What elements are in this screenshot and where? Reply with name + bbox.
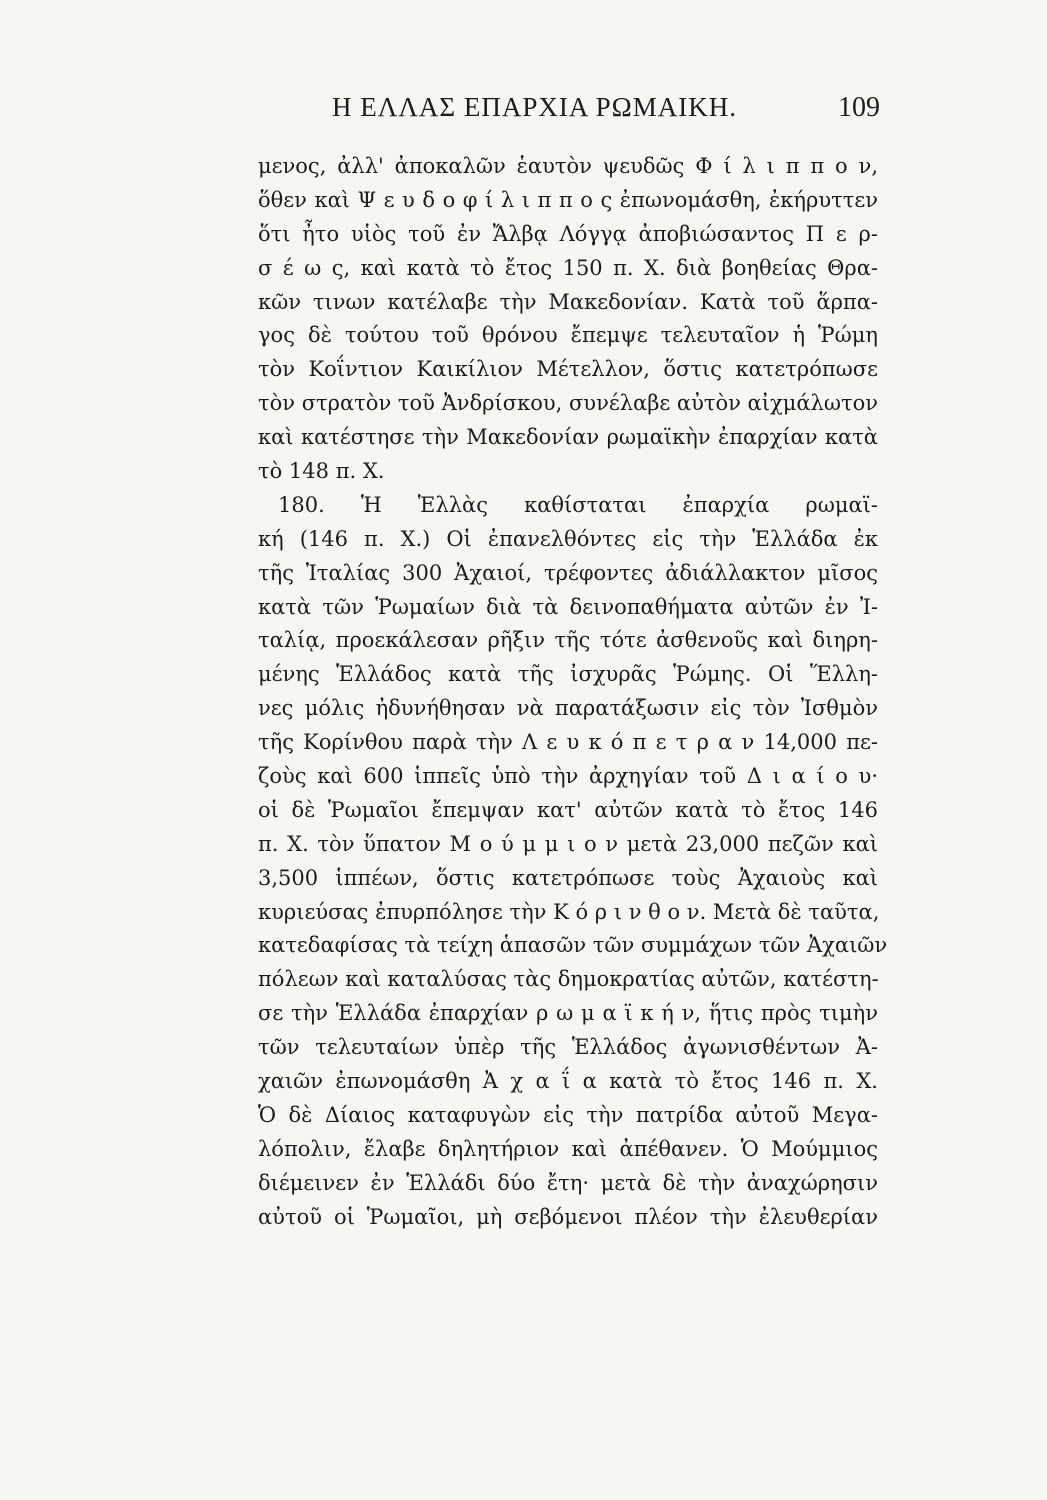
text-line: μένης Ἑλλάδος κατὰ τῆς ἰσχυρᾶς Ῥώμης. Οἱ Ἕλλη- [258, 662, 878, 687]
text-line: νες μόλις ἠδυνήθησαν νὰ παρατάξωσιν εἰς τὸν Ἰσθμὸν [258, 696, 878, 721]
text-line: οἱ δὲ Ῥωμαῖοι ἔπεμψαν κατ' αὐτῶν κατὰ τὸ ἔτος 146 [258, 797, 878, 822]
text-line: μενος, ἀλλ' ἀποκαλῶν ἑαυτὸν ψευδῶς Φ ί λ ι π π ο ν, [258, 154, 878, 178]
text-line: τῶν τελευταίων ὑπὲρ τῆς Ἑλλάδος ἀγωνισθέντων Ἀ- [258, 1035, 878, 1060]
page-number: 109 [838, 92, 880, 123]
text-line: ὅτι ἦτο υἱὸς τοῦ ἐν Ἄλβᾳ Λόγγᾳ ἀποβιώσαντος Π ε ρ- [258, 221, 878, 246]
text-line: 3,500 ἱππέων, ὅστις κατετρόπωσε τοὺς Ἀχαιοὺς καὶ [258, 865, 878, 890]
text-line: γος δὲ τούτου τοῦ θρόνου ἔπεμψε τελευταῖον ἡ Ῥώμη [258, 323, 878, 348]
running-title: Η ΕΛΛΑΣ ΕΠΑΡΧΙΑ ΡΩΜΑΙΚΗ. [332, 92, 737, 122]
text-line: χαιῶν ἐπωνομάσθη Ἀ χ α ΐ α κατὰ τὸ ἔτος 146 π. Χ. [258, 1069, 878, 1094]
text-line: π. Χ. τὸν ὕπατον Μ ο ύ μ μ ι ο ν μετὰ 23,000 πεζῶν καὶ [258, 831, 878, 856]
section-heading-line: 180. Ἡ Ἑλλὰς καθίσταται ἐπαρχία ρωμαϊ- [278, 492, 878, 517]
text-line: διέμεινεν ἐν Ἑλλάδι δύο ἔτη· μετὰ δὲ τὴν ἀναχώρησιν [258, 1170, 878, 1195]
text-line: λόπολιν, ἔλαβε δηλητήριον καὶ ἀπέθανεν. Ὁ Μούμμιος [258, 1136, 878, 1161]
text-line: σ έ ω ς, καὶ κατὰ τὸ ἔτος 150 π. Χ. διὰ βοηθείας Θρα- [258, 255, 878, 280]
text-line: ταλίᾳ, προεκάλεσαν ρῆξιν τῆς τότε ἀσθενοῦς καὶ διηρη- [258, 628, 878, 653]
running-head [260, 92, 880, 132]
text-line: τῆς Κορίνθου παρὰ τὴν Λ ε υ κ ό π ε τ ρ α ν 14,000 πε- [258, 730, 878, 755]
text-line: ζοὺς καὶ 600 ἱππεῖς ὑπὸ τὴν ἀρχηγίαν τοῦ Δ ι α ί ο υ· [258, 764, 878, 789]
text-line: τὸν στρατὸν τοῦ Ἀνδρίσκου, συνέλαβε αὐτὸν αἰχμάλωτον [258, 391, 878, 416]
text-line: τῆς Ἰταλίας 300 Ἀχαιοί, τρέφοντες ἀδιάλλακτον μῖσος [258, 560, 878, 585]
text-line: καὶ κατέστησε τὴν Μακεδονίαν ρωμαϊκὴν ἐπαρχίαν κατὰ [258, 425, 878, 450]
text-line: τὸν Κοΐντιον Καικίλιον Μέτελλον, ὅστις κατετρόπωσε [258, 357, 878, 382]
text-line: κατὰ τῶν Ῥωμαίων διὰ τὰ δεινοπαθήματα αὐτῶν ἐν Ἰ- [258, 594, 878, 619]
text-line: κῶν τινων κατέλαβε τὴν Μακεδονίαν. Κατὰ τοῦ ἅρπα- [258, 289, 878, 314]
text-line: κή (146 π. Χ.) Οἱ ἐπανελθόντες εἰς τὴν Ἑλλάδα ἐκ [258, 526, 878, 551]
text-line: κατεδαφίσας τὰ τείχη ἁπασῶν τῶν συμμάχων τῶν Ἀχαιῶν [258, 933, 888, 958]
text-line: αὐτοῦ οἱ Ῥωμαῖοι, μὴ σεβόμενοι πλέον τὴν ἐλευθερίαν [258, 1204, 878, 1229]
text-line: πόλεων καὶ καταλύσας τὰς δημοκρατίας αὐτῶν, κατέστη- [258, 967, 879, 992]
text-line: κυριεύσας ἐπυρπόλησε τὴν Κ ό ρ ι ν θ ο ν. Μετὰ δὲ ταῦτα, [258, 899, 880, 924]
text-line: σε τὴν Ἑλλάδα ἐπαρχίαν ρ ω μ α ϊ κ ή ν, ἥτις πρὸς τιμὴν [258, 1001, 878, 1026]
body-text [258, 150, 888, 1235]
text-line: Ὁ δὲ Δίαιος καταφυγὼν εἰς τὴν πατρίδα αὐτοῦ Μεγα- [258, 1102, 878, 1127]
text-line: ὅθεν καὶ Ψ ε υ δ ο φ ί λ ι π π ο ς ἐπωνομάσθη, ἐκήρυττεν [258, 187, 878, 212]
text-line: τὸ 148 π. Χ. [258, 459, 385, 484]
